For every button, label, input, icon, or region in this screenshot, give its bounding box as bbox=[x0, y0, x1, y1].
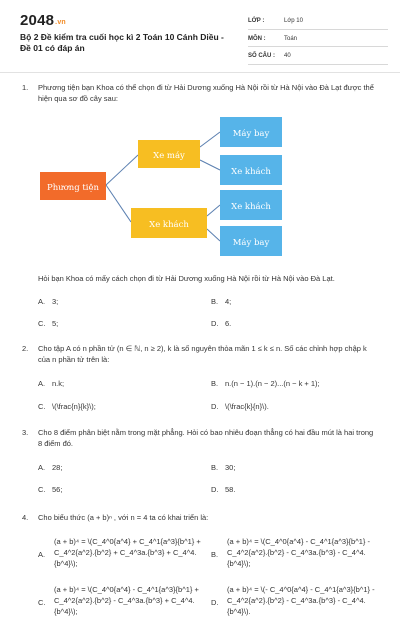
meta-row-subject bbox=[248, 32, 388, 48]
tree-leaf4-label: Máy bay bbox=[232, 238, 270, 248]
meta-row-class bbox=[248, 14, 388, 30]
document-meta bbox=[248, 14, 388, 67]
option-c[interactable]: C. \(\frac{n}{k}\); bbox=[38, 402, 96, 411]
option-c[interactable]: C. 56; bbox=[38, 485, 63, 494]
option-a[interactable]: A. 3; bbox=[38, 297, 59, 306]
tree-branch2-node bbox=[131, 208, 207, 238]
tree-branch2-label: Xe khách bbox=[149, 220, 189, 230]
header-divider bbox=[0, 72, 400, 73]
question-text: Cho 8 điểm phân biệt nằm trong mặt phẳng. Hỏi có bao nhiêu đoạn thẳng có hai đầu mút là hai trong 8 điểm đó. bbox=[38, 428, 374, 448]
question-number: 2. bbox=[22, 344, 29, 353]
site-logo[interactable]: 2048.vn bbox=[20, 12, 66, 29]
meta-label: MÔN : bbox=[248, 35, 266, 42]
tree-leaf1-label: Máy bay bbox=[232, 129, 270, 139]
option-d[interactable]: D. 58. bbox=[211, 485, 236, 494]
meta-label: SỐ CÂU : bbox=[248, 53, 275, 60]
tree-leaf3-label: Xe khách bbox=[231, 202, 271, 212]
option-c[interactable]: C. 5; bbox=[38, 319, 59, 328]
meta-value: Toán bbox=[284, 35, 298, 42]
connector-root-branch1 bbox=[106, 155, 138, 185]
tree-leaf2-node bbox=[220, 155, 282, 185]
tree-branch1-node bbox=[138, 140, 200, 168]
question-text: Phương tiện bạn Khoa có thể chọn đi từ Hải Dương xuống Hà Nội rồi từ Hà Nội vào Đà Lạt được thể hiện qua sơ đồ cây sau: bbox=[38, 83, 374, 103]
connector-root-branch2 bbox=[106, 185, 131, 222]
meta-row-count bbox=[248, 49, 388, 65]
document-header bbox=[0, 0, 400, 66]
question-text: Cho tập A có n phần tử (n ∈ ℕ, n ≥ 2), k là số nguyên thỏa mãn 1 ≤ k ≤ n. Số các chỉnh hợp chập k của n phần tử trên là: bbox=[38, 344, 367, 364]
question-number: 3. bbox=[22, 428, 29, 437]
meta-label: LỚP : bbox=[248, 18, 265, 25]
question-text: Cho biểu thức (a + b)ⁿ , với n = 4 ta có khai triển là: bbox=[38, 513, 209, 522]
tree-root-label: Phương tiện bbox=[46, 183, 100, 193]
question-number: 4. bbox=[22, 513, 29, 522]
tree-leaf1-node bbox=[220, 117, 282, 147]
tree-leaf3-node bbox=[220, 190, 282, 220]
connector-branch2-leaf4 bbox=[207, 229, 220, 241]
option-b[interactable]: B. n.(n − 1).(n − 2)...(n − k + 1); bbox=[211, 379, 320, 388]
option-a[interactable]: A. 28; bbox=[38, 463, 63, 472]
option-a[interactable]: A. n.k; bbox=[38, 379, 65, 388]
option-d[interactable]: D. 6. bbox=[211, 319, 232, 328]
question-number: 1. bbox=[22, 83, 29, 92]
connector-branch1-leaf1 bbox=[200, 132, 220, 147]
meta-value: 40 bbox=[284, 53, 291, 60]
option-b[interactable]: B. 30; bbox=[211, 463, 236, 472]
connector-branch2-leaf3 bbox=[207, 205, 220, 216]
option-b[interactable]: B. 4; bbox=[211, 297, 232, 306]
tree-root-node bbox=[40, 172, 106, 200]
tree-branch1-label: Xe máy bbox=[153, 151, 185, 161]
option-d[interactable]: D. \(\frac{k}{n}\). bbox=[211, 402, 269, 411]
tree-leaf4-node bbox=[220, 226, 282, 256]
document-title: Bộ 2 Đề kiểm tra cuối học kì 2 Toán 10 Cánh Diều - Đề 01 có đáp án bbox=[20, 32, 224, 53]
tree-leaf2-label: Xe khách bbox=[231, 167, 271, 177]
meta-value: Lớp 10 bbox=[284, 18, 303, 25]
question-text: Hỏi bạn Khoa có mấy cách chọn đi từ Hải Dương xuống Hà Nội rồi từ Hà Nội vào Đà Lạt. bbox=[38, 274, 335, 283]
connector-branch1-leaf2 bbox=[200, 160, 220, 170]
